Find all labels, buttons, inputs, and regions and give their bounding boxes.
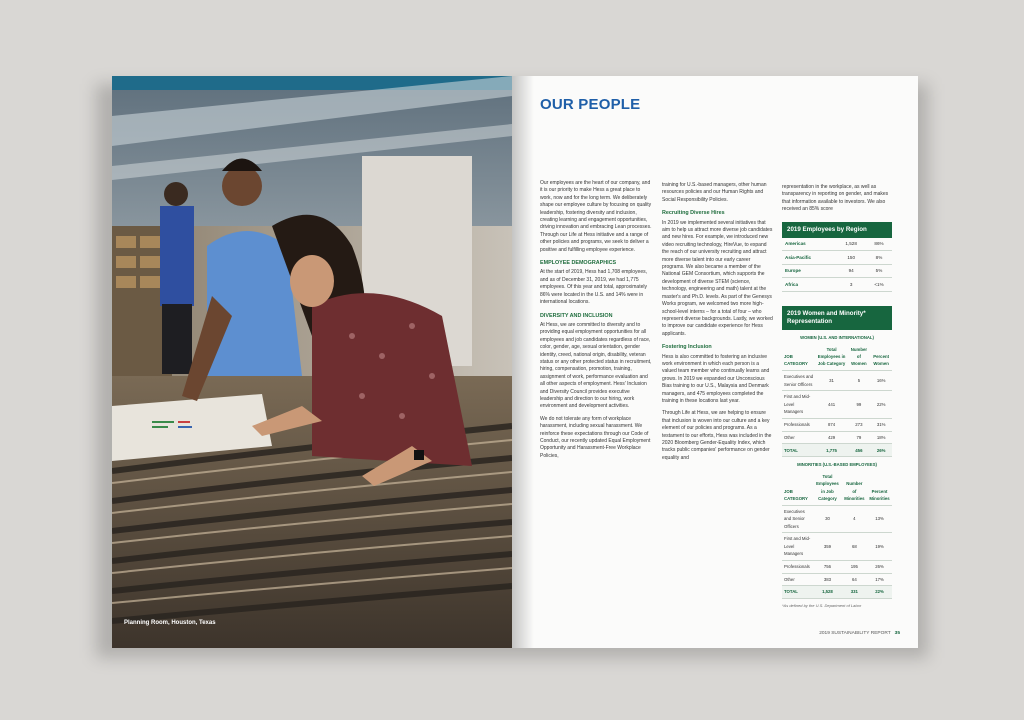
job-category: TOTAL bbox=[782, 586, 813, 599]
group-percent: 22% bbox=[867, 586, 892, 599]
column-header: JOB CATEGORY bbox=[782, 343, 816, 370]
employee-count: 1,528 bbox=[836, 238, 866, 251]
footer-label: 2019 SUSTAINABILITY REPORT bbox=[819, 631, 891, 636]
group-percent: 31% bbox=[870, 418, 892, 431]
job-category: Other bbox=[782, 431, 816, 444]
group-percent: 16% bbox=[870, 371, 892, 391]
table-row bbox=[782, 505, 892, 533]
minority-table-title: 2019 Women and Minority* Representation bbox=[782, 306, 892, 330]
group-percent: 17% bbox=[867, 573, 892, 586]
region-name: Europe bbox=[782, 264, 836, 278]
group-percent: 26% bbox=[870, 444, 892, 457]
employee-count: 94 bbox=[836, 264, 866, 278]
total-employees: 429 bbox=[816, 431, 848, 444]
paragraph: representation in the workplace, as well as transparency in reporting on gender, and makes that information available to investors. We also received an 85% score bbox=[782, 184, 889, 213]
women-subhead: WOMEN (U.S. AND INTERNATIONAL) bbox=[800, 335, 874, 340]
job-category: First and Mid-Level Managers bbox=[782, 391, 816, 419]
total-employees: 756 bbox=[813, 560, 842, 573]
job-category: Other bbox=[782, 573, 813, 586]
group-percent: 26% bbox=[867, 560, 892, 573]
group-count: 4 bbox=[842, 505, 867, 533]
table-row bbox=[782, 573, 892, 586]
paragraph: Through Life at Hess, we are helping to ensure that inclusion is woven into our culture and a key element of our policies and programs. As a testament to our efforts, Hess was included in the 2020 Bloomberg Gender-Equality Index, which tracks public companies' performance on gender equality and bbox=[662, 410, 772, 461]
text-column-1 bbox=[540, 180, 652, 465]
region-name: Asia-Pacific bbox=[782, 251, 836, 265]
minorities-subhead: MINORITIES (U.S.-BASED EMPLOYEES) bbox=[797, 462, 877, 468]
column-header: JOB CATEGORY bbox=[782, 471, 813, 506]
table-row bbox=[782, 560, 892, 573]
region-percent: <1% bbox=[866, 278, 892, 292]
text-column-3 bbox=[782, 184, 892, 609]
job-category: Executives and Senior Officers bbox=[782, 371, 816, 391]
section-heading: Recruiting Diverse Hires bbox=[662, 210, 725, 217]
region-name: Africa bbox=[782, 278, 836, 292]
paragraph: In 2019 we implemented several initiatives that aim to help us attract more diverse job candidates and new hires. For example, we introduced new video recruiting technology, HireVue, to expand the reach of our university recruiting and attract more diverse talent into our early career programs. We also became a member of the National GEM Consortium, which supports the development of diverse STEM (science, technology, engineering and math) talent at the master's and Ph.D. levels. As part of the Genesys Works program, we welcomed two more high-school-level interns – for a total of four – who represent diverse backgrounds. Lastly, we worked to improve our candidate experience for Hess applicants. bbox=[662, 219, 773, 337]
paragraph: At the start of 2019, Hess had 1,708 employees, and as of December 31, 2019, we had 1,775 employees. Of this year and total, approximately 86% were located in the U.S. and 14% were in international locations. bbox=[540, 269, 648, 306]
minority-table-box bbox=[782, 306, 892, 609]
region-percent: 8% bbox=[866, 251, 892, 265]
table-footnote: *As defined by the U.S. Department of Labor bbox=[782, 603, 862, 609]
text-page bbox=[512, 76, 918, 648]
employee-count: 3 bbox=[836, 278, 866, 292]
column-header: Number of Minorities bbox=[842, 471, 867, 506]
total-employees: 30 bbox=[813, 505, 842, 533]
group-count: 331 bbox=[842, 586, 867, 599]
group-count: 64 bbox=[842, 573, 867, 586]
table-row bbox=[782, 533, 892, 561]
table-row bbox=[782, 264, 892, 278]
column-header: Total Employees in Job Category bbox=[813, 471, 842, 506]
women-table bbox=[782, 343, 892, 457]
total-employees: 383 bbox=[813, 573, 842, 586]
intro-paragraph: Our employees are the heart of our company, and it is our priority to make Hess a great place to work, now and for the long term. We deliberately shape our employee culture by focusing on quality leadership, fostering diversity and inclusion, creating learning and engagement opportunities, driving innovation and embracing Lean processes. Through our Life at Hess initiative and a range of other policies and programs, we seek to deliver a positive and fulfilling employee experience. bbox=[540, 180, 652, 253]
total-row bbox=[782, 444, 892, 457]
group-percent: 19% bbox=[867, 533, 892, 561]
minorities-table bbox=[782, 471, 892, 600]
group-count: 273 bbox=[848, 418, 871, 431]
job-category: TOTAL bbox=[782, 444, 816, 457]
page-footer bbox=[819, 631, 900, 636]
group-count: 79 bbox=[848, 431, 871, 444]
job-category: Professionals bbox=[782, 418, 816, 431]
column-header: Number of Women bbox=[848, 343, 871, 370]
photo-page bbox=[112, 76, 512, 648]
paragraph: We do not tolerate any form of workplace harassment, including sexual harassment. We reinforce these expectations through our Code of Conduct, our recently updated Equal Employment Opportunity and Harassment-Free Workplace Policies, bbox=[540, 415, 651, 459]
page-number: 35 bbox=[894, 631, 900, 636]
column-header: Percent Women bbox=[870, 343, 892, 370]
column-header: Percent Minorities bbox=[867, 471, 892, 506]
total-employees: 1,775 bbox=[816, 444, 848, 457]
planning-room-photo bbox=[112, 76, 512, 648]
group-count: 456 bbox=[848, 444, 871, 457]
table-row bbox=[782, 251, 892, 265]
group-percent: 22% bbox=[870, 391, 892, 419]
total-employees: 359 bbox=[813, 533, 842, 561]
page-gutter-shadow bbox=[512, 76, 534, 648]
region-percent: 5% bbox=[866, 264, 892, 278]
total-employees: 1,528 bbox=[813, 586, 842, 599]
table-row bbox=[782, 371, 892, 391]
region-percent: 86% bbox=[866, 238, 892, 251]
page-title: OUR PEOPLE bbox=[540, 96, 641, 113]
table-header-row bbox=[782, 343, 892, 370]
table-row bbox=[782, 278, 892, 292]
group-count: 195 bbox=[842, 560, 867, 573]
paragraph: At Hess, we are committed to diversity and to providing equal employment opportunities for all employees and job candidates regardless of race, color, gender, age, sexual orientation, gender identity, creed, national origin, disability, veteran status or any other protected status in recruitment, hiring, compensation, promotion, training, assignment of work, performance evaluation and all other aspects of employment. Hess' Inclusion and Diversity Council provides executive leadership and direction to our hiring, work environment and development activities. bbox=[540, 321, 652, 410]
total-employees: 31 bbox=[816, 371, 848, 391]
table-header-row bbox=[782, 471, 892, 506]
region-table-title: 2019 Employees by Region bbox=[782, 222, 892, 238]
group-count: 99 bbox=[848, 391, 871, 419]
section-heading: Fostering Inclusion bbox=[662, 344, 712, 351]
total-row bbox=[782, 586, 892, 599]
group-percent: 13% bbox=[867, 505, 892, 533]
group-count: 5 bbox=[848, 371, 871, 391]
section-heading: DIVERSITY AND INCLUSION bbox=[540, 312, 613, 319]
table-row bbox=[782, 238, 892, 251]
total-employees: 874 bbox=[816, 418, 848, 431]
table-row bbox=[782, 391, 892, 419]
table-row bbox=[782, 418, 892, 431]
paragraph: Hess is also committed to fostering an inclusive work environment in which each person is a valued team member who continually learns and grows. In 2019 we expanded our Unconscious Bias training to our U.S., Malaysia and Denmark managers, and 475 employees completed the training in these locations last year. bbox=[662, 353, 770, 404]
photo-caption: Planning Room, Houston, Texas bbox=[124, 620, 216, 626]
paragraph: training for U.S.-based managers, other human resources policies and our Human Rights and Social Responsibility Policies. bbox=[662, 182, 767, 203]
group-percent: 18% bbox=[870, 431, 892, 444]
column-header: Total Employees in Job Category bbox=[816, 343, 848, 370]
job-category: First and Mid-Level Managers bbox=[782, 533, 813, 561]
region-table-box bbox=[782, 222, 892, 292]
job-category: Professionals bbox=[782, 560, 813, 573]
total-employees: 441 bbox=[816, 391, 848, 419]
employee-count: 150 bbox=[836, 251, 866, 265]
region-name: Americas bbox=[782, 238, 836, 251]
section-heading: EMPLOYEE DEMOGRAPHICS bbox=[540, 260, 617, 267]
text-column-2 bbox=[662, 182, 774, 467]
table-row bbox=[782, 431, 892, 444]
group-count: 68 bbox=[842, 533, 867, 561]
region-table bbox=[782, 238, 892, 292]
job-category: Executives and Senior Officers bbox=[782, 505, 813, 533]
